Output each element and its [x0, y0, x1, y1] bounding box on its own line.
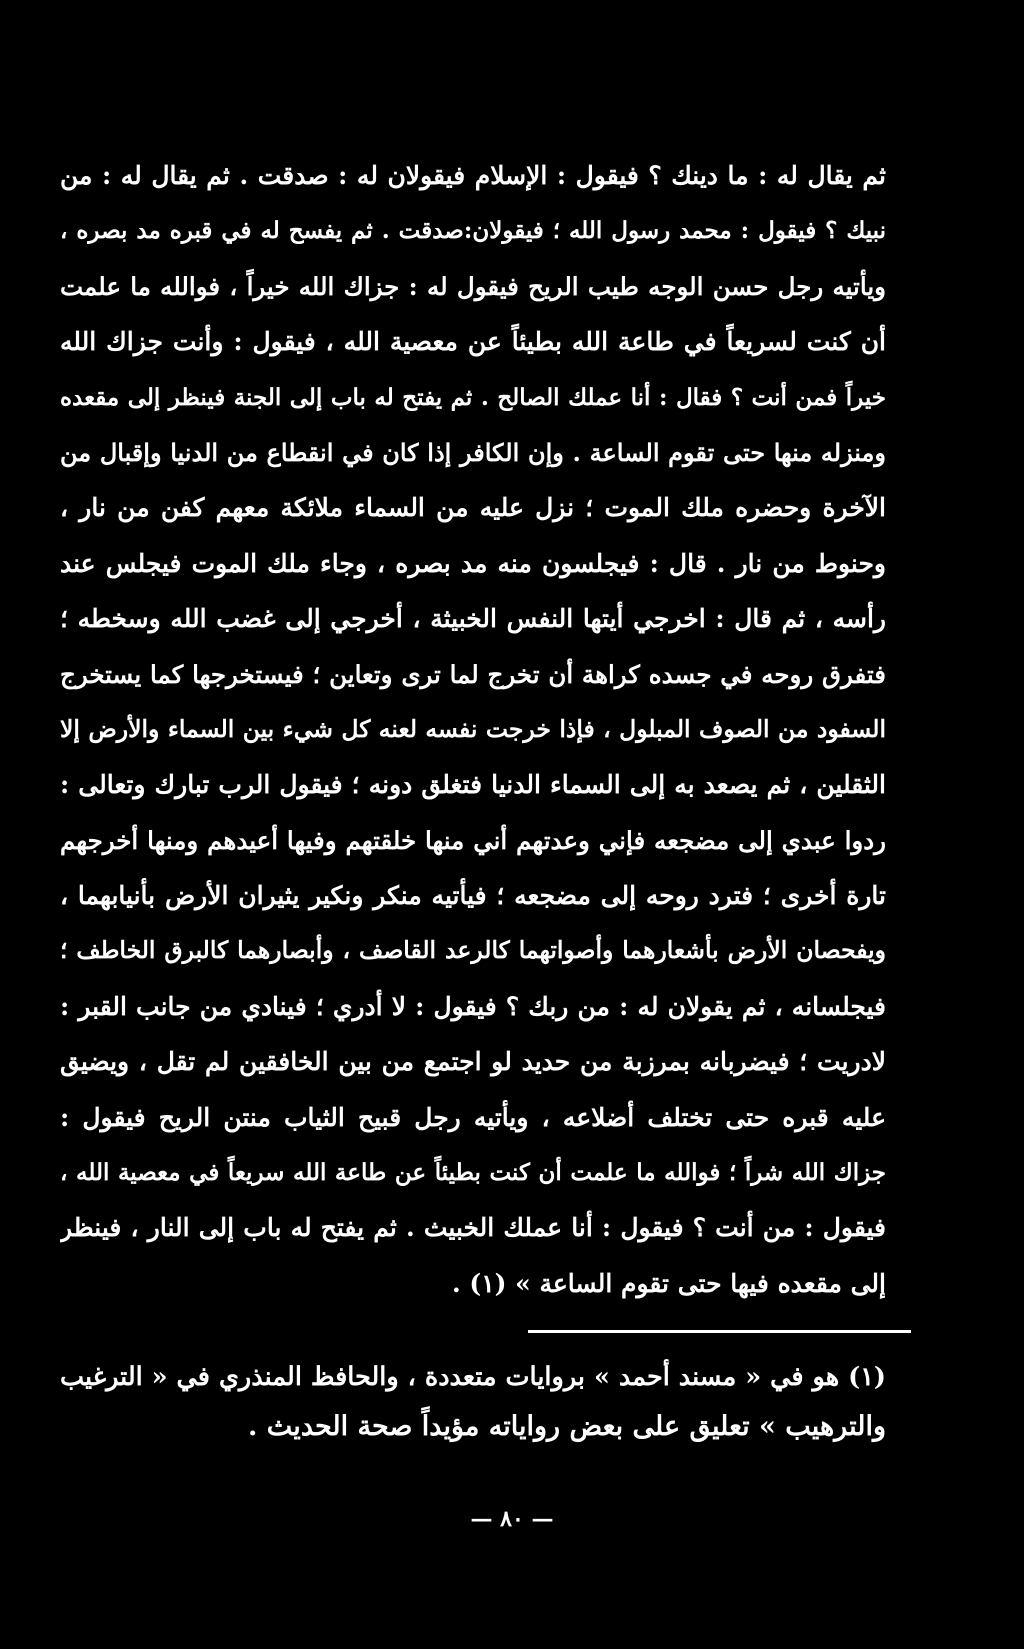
body-line-14: تارة أخرى ؛ فترد روحه إلى مضجعه ؛ فيأتيه منكر ونكير يثيران الأرض بأنيابهما ،: [60, 881, 886, 911]
footnotes: [60, 1352, 886, 1452]
body-line-2: نبيك ؟ فيقول : محمد رسول الله ؛ فيقولان:صدقت . ثم يفسح له في قبره مد بصره ،: [60, 217, 886, 245]
body-line-13: ردوا عبدي إلى مضجعه فإني وعدتهم أني منها خلقتهم وفيها أعيدهم ومنها أخرجهم: [60, 825, 886, 855]
body-line-8: وحنوط من نار . قال : فيجلسون منه مد بصره ، وجاء ملك الموت فيجلس عند: [60, 548, 886, 578]
body-line-18: عليه قبره حتى تختلف أضلاعه ، ويأتيه رجل قبيح الثياب منتن الريح فيقول :: [60, 1102, 886, 1132]
footnote-separator: [528, 1330, 911, 1333]
footnote-line-1: (١) هو في « مسند أحمد » بروايات متعددة ، والحافظ المنذري في « الترغيب: [60, 1362, 886, 1392]
body-line-5: خيراً فمن أنت ؟ فقال : أنا عملك الصالح . ثم يفتح له باب إلى الجنة فينظر إلى مقعده: [60, 383, 886, 411]
body-line-20: فيقول : من أنت ؟ فيقول : أنا عملك الخبيث . ثم يفتح له باب إلى النار ، فينظر: [60, 1213, 886, 1243]
page-number: — ٨٠ —: [470, 1506, 554, 1532]
body-text: [60, 148, 886, 1311]
body-line-4: أن كنت لسريعاً في طاعة الله بطيئاً عن معصية الله ، فيقول : وأنت جزاك الله: [60, 327, 886, 357]
body-line-17: لادريت ؛ فيضربانه بمرزبة من حديد لو اجتمع من بين الخافقين لم تقل ، ويضيق: [60, 1047, 886, 1077]
body-line-7: الآخرة وحضره ملك الموت ؛ نزل عليه من السماء ملائكة معهم كفن من نار ،: [60, 493, 886, 523]
body-line-19: جزاك الله شراً ؛ فوالله ما علمت أن كنت بطيئاً عن طاعة الله سريعاً في معصية الله ،: [60, 1159, 886, 1187]
body-line-11: السفود من الصوف المبلول ، فإذا خرجت نفسه لعنه كل شيء بين السماء والأرض إلا: [60, 714, 886, 743]
body-line-3: ويأتيه رجل حسن الوجه طيب الريح فيقول له : جزاك الله خيراً ، فوالله ما علمت: [60, 271, 886, 301]
body-line-16: فيجلسانه ، ثم يقولان له : من ربك ؟ فيقول : لا أدري ؛ فينادي من جانب القبر :: [60, 991, 886, 1021]
body-line-21: إلى مقعده فيها حتى تقوم الساعة » (١) .: [451, 1268, 886, 1298]
body-line-6: ومنزله منها حتى تقوم الساعة . وإن الكافر إذا كان في انقطاع من الدنيا وإقبال من: [60, 437, 886, 467]
body-line-12: الثقلين ، ثم يصعد به إلى السماء الدنيا فتغلق دونه ؛ فيقول الرب تبارك وتعالى :: [60, 770, 886, 800]
body-line-9: رأسه ، ثم قال : اخرجي أيتها النفس الخبيثة ، أخرجي إلى غضب الله وسخطه ؛: [60, 604, 886, 634]
body-line-10: فتفرق روحه في جسده كراهة أن تخرج لما ترى وتعاين ؛ فيستخرجها كما يستخرج: [60, 659, 886, 689]
body-line-15: ويفحصان الأرض بأشعارهما وأصواتهما كالرعد القاصف ، وأبصارهما كالبرق الخاطف ؛: [60, 936, 886, 965]
footnote-line-2: والترهيب » تعليق على بعض رواياته مؤيداً صحة الحديث .: [248, 1411, 886, 1442]
body-line-1: ثم يقال له : ما دينك ؟ فيقول : الإسلام فيقولان له : صدقت . ثم يقال له : من: [60, 161, 886, 190]
